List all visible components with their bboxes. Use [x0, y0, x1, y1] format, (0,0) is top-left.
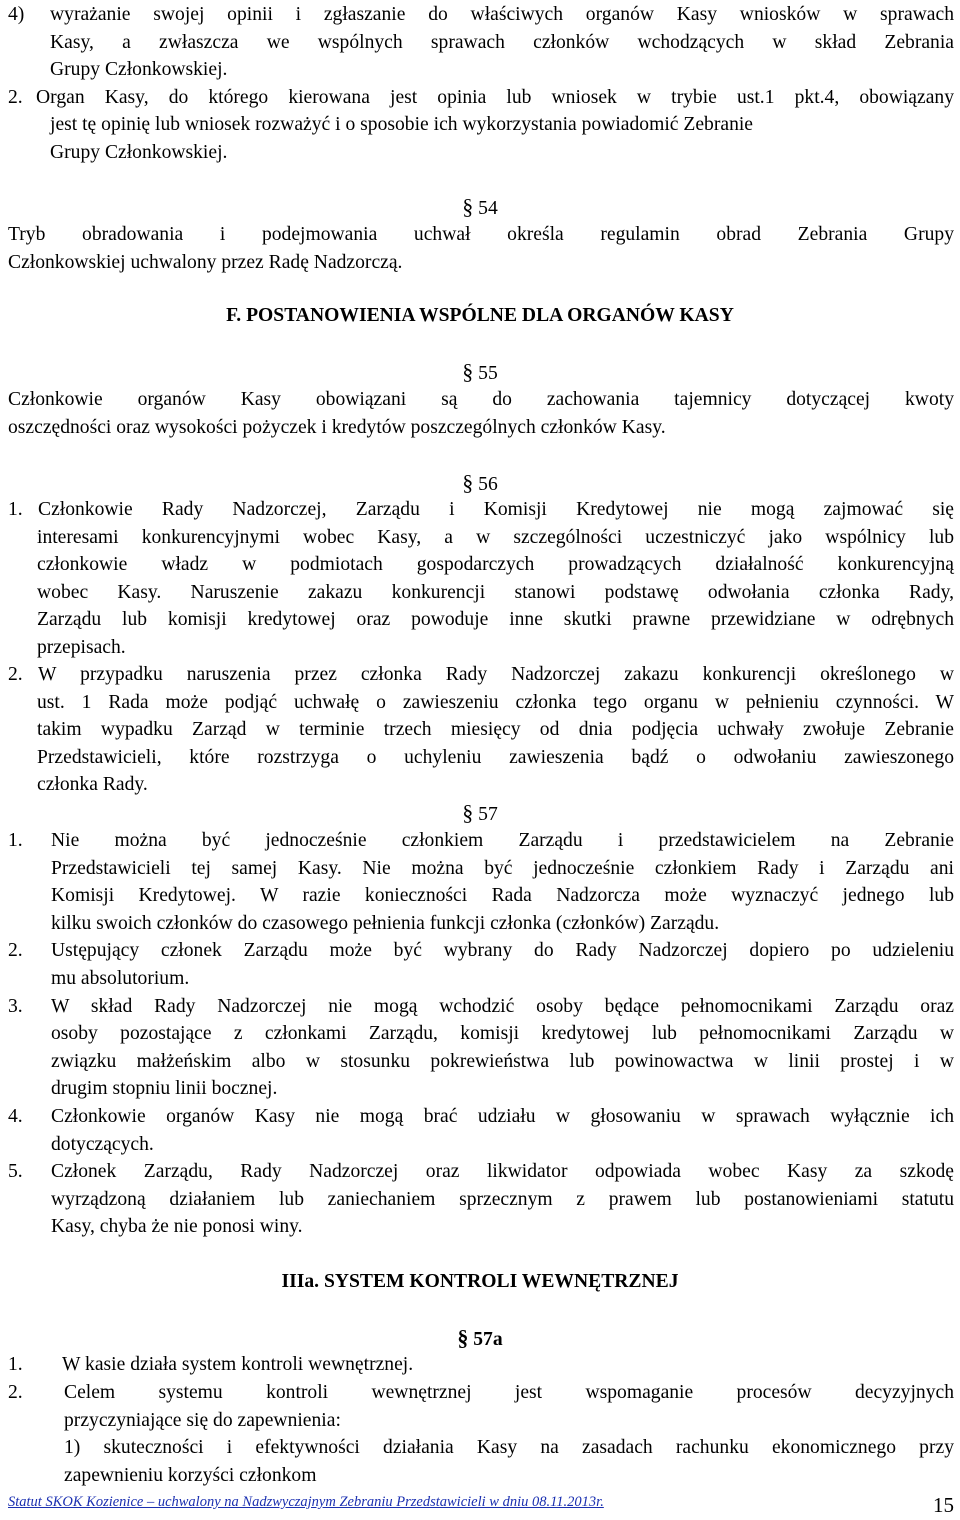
text-line: Nie można być jednocześnie członkiem Zarządu i przedstawicielem na Zebranie — [51, 830, 954, 851]
text-line: jest tę opinię lub wniosek rozważyć i o sposobie ich wykorzystania powiadomić Zebranie — [50, 114, 754, 135]
item-number: 1. — [8, 499, 23, 520]
text-line: wyrządzoną działaniem lub zaniechaniem sprzecznym z prawem lub postanowieniami statutu — [51, 1188, 954, 1210]
text-line: Grupy Członkowskiej. — [50, 59, 228, 81]
footer-link[interactable]: Statut SKOK Kozienice – uchwalony na Nadzwyczajnym Zebraniu Przedstawicieli w dniu 08.11.2013r. — [8, 1494, 604, 1510]
text-line: dotyczących. — [51, 1133, 154, 1155]
text-line: drugim stopniu linii bocznej. — [51, 1078, 278, 1100]
text-line: Ustępujący członek Zarządu może być wybrany do Rady Nadzorczej dopiero po udzieleniu — [51, 940, 954, 962]
text-line: takim wypadku Zarząd w terminie trzech miesięcy od dnia podjęcia uchwały zwołuje Zebranie — [37, 719, 954, 741]
text-line: przyczyniające się do zapewnienia: — [64, 1409, 341, 1431]
list-item-2-continuation — [50, 111, 954, 166]
item-number: 2. — [8, 87, 23, 108]
item-number: 5. — [8, 1161, 23, 1183]
text-line: związku małżeńskim albo w stosunku pokrewieństwa lub powinowactwa w linii prostej i w — [51, 1050, 954, 1072]
list-item-4 — [8, 1, 954, 84]
text-line: członkowie władz w podmiotach gospodarczych prowadzących działalność konkurencyjną — [37, 554, 954, 576]
text-line: wyrażanie swojej opinii i zgłaszanie do właściwych organów Kasy wniosków w sprawach — [50, 4, 954, 25]
section-symbol: § — [462, 194, 474, 219]
text-line: Członkowskiej uchwalony przez Radę Nadzorczą. — [8, 251, 403, 273]
section-57-item — [8, 1158, 954, 1241]
chapter-heading-f: F. POSTANOWIENIA WSPÓLNE DLA ORGANÓW KASY — [226, 305, 734, 326]
item-number: 1. — [8, 1354, 23, 1375]
text-line: przepisach. — [37, 636, 126, 658]
text-line: Celem systemu kontroli wewnętrznej jest wspomaganie procesów decyzyjnych — [64, 1382, 954, 1403]
text-line: interesami konkurencyjnymi wobec Kasy, a w szczególności uczestniczyć jako wspólnicy lub — [37, 526, 954, 548]
text-line: ust. 1 Rada może podjąć uchwałę o zawieszeniu członka tego organu w pełnieniu czynności. W — [37, 691, 954, 713]
section-57a-item-1 — [8, 1351, 954, 1379]
text-line: osoby pozostające z członkami Zarządu, komisji kredytowej lub pełnomocnikami Zarządu w — [51, 1023, 954, 1045]
text-line: wobec Kasy. Naruszenie zakazu konkurencji stanowi podstawę odwołania członka Rady, — [37, 581, 954, 603]
section-54-heading — [0, 193, 960, 223]
text-line: Komisji Kredytowej. W razie konieczności Rada Nadzorcza może wyznaczyć jednego lub — [51, 885, 954, 907]
text-line: Członkowie organów Kasy obowiązani są do zachowania tajemnicy dotyczącej kwoty — [8, 389, 954, 410]
text-line: 1) skuteczności i efektywności działania Kasy na zasadach rachunku ekonomicznego przy — [64, 1437, 954, 1459]
section-57-item — [8, 1103, 954, 1158]
list-item-2 — [8, 84, 954, 112]
text-line: Kasy, a zwłaszcza we wspólnych sprawach członków wchodzących w skład Zebrania — [50, 31, 954, 53]
section-symbol: § — [462, 800, 474, 825]
text-line: Organ Kasy, do którego kierowana jest opinia lub wniosek w trybie ust.1 pkt.4, obowiązany — [36, 87, 954, 108]
section-56-heading — [0, 469, 960, 499]
text-line: Zarządu lub komisji kredytowej oraz powoduje inne skutki prawne przewidziane w odrębnych — [37, 609, 954, 631]
text-line: Przedstawicieli, które rozstrzyga o uchyleniu zawieszenia bądź o odwołaniu zawieszonego — [37, 746, 954, 768]
section-number: 55 — [478, 363, 498, 384]
text-line: Grupy Członkowskiej. — [50, 141, 228, 163]
section-number: 57a — [473, 1329, 503, 1350]
text-line: W przypadku naruszenia przez członka Rady Nadzorczej zakazu konkurencji określonego w — [38, 664, 954, 685]
text-line: Członkowie organów Kasy nie mogą brać udziału w głosowaniu w sprawach wyłącznie ich — [51, 1105, 954, 1127]
item-number: 2. — [8, 1382, 23, 1403]
section-symbol: § — [462, 359, 474, 384]
section-57-heading — [0, 799, 960, 829]
section-54-text — [8, 221, 954, 276]
section-57-item — [8, 993, 954, 1103]
section-number: 57 — [478, 804, 498, 825]
text-line: członka Rady. — [37, 774, 148, 796]
section-57a-heading — [0, 1324, 960, 1354]
text-line: W kasie działa system kontroli wewnętrznej. — [62, 1354, 414, 1375]
text-line: oszczędności oraz wysokości pożyczek i kredytów poszczególnych członków Kasy. — [8, 416, 666, 438]
section-number: 54 — [478, 198, 498, 219]
text-line: Kasy, chyba że nie ponosi winy. — [51, 1216, 303, 1238]
item-number: 3. — [8, 995, 23, 1017]
chapter-heading-iiia: IIIa. SYSTEM KONTROLI WEWNĘTRZNEJ — [281, 1271, 679, 1292]
text-line: mu absolutorium. — [51, 967, 190, 989]
section-57a-item-2 — [8, 1379, 954, 1489]
text-line: kilku swoich członków do czasowego pełnienia funkcji członka (członków) Zarządu. — [51, 912, 720, 934]
section-number: 56 — [478, 474, 498, 495]
section-symbol: § — [457, 1325, 469, 1350]
section-56-item-1 — [8, 496, 954, 662]
section-55-heading — [0, 358, 960, 388]
section-57-item — [8, 827, 954, 937]
section-57-item — [8, 937, 954, 992]
text-line: zapewnieniu korzyści członkom — [64, 1464, 317, 1486]
text-line: W skład Rady Nadzorczej nie mogą wchodzić osoby będące pełnomocnikami Zarządu oraz — [51, 995, 954, 1017]
section-symbol: § — [462, 470, 474, 495]
page-number: 15 — [933, 1493, 954, 1517]
section-56-item-2 — [8, 661, 954, 799]
item-number: 2. — [8, 940, 23, 962]
text-line: Przedstawicieli tej samej Kasy. Nie można być jednocześnie członkiem Rady i Zarządu ani — [51, 857, 954, 879]
text-line: Członek Zarządu, Rady Nadzorczej oraz likwidator odpowiada wobec Kasy za szkodę — [51, 1161, 954, 1183]
item-number: 2. — [8, 664, 23, 685]
section-57-list — [8, 827, 954, 1241]
item-number: 4) — [8, 4, 25, 25]
text-line: Członkowie Rady Nadzorczej, Zarządu i Komisji Kredytowej nie mogą zajmować się — [38, 499, 954, 520]
item-number: 4. — [8, 1105, 23, 1127]
text-line: Tryb obradowania i podejmowania uchwał określa regulamin obrad Zebrania Grupy — [8, 224, 954, 245]
section-55-text — [8, 386, 954, 441]
item-number: 1. — [8, 830, 23, 851]
